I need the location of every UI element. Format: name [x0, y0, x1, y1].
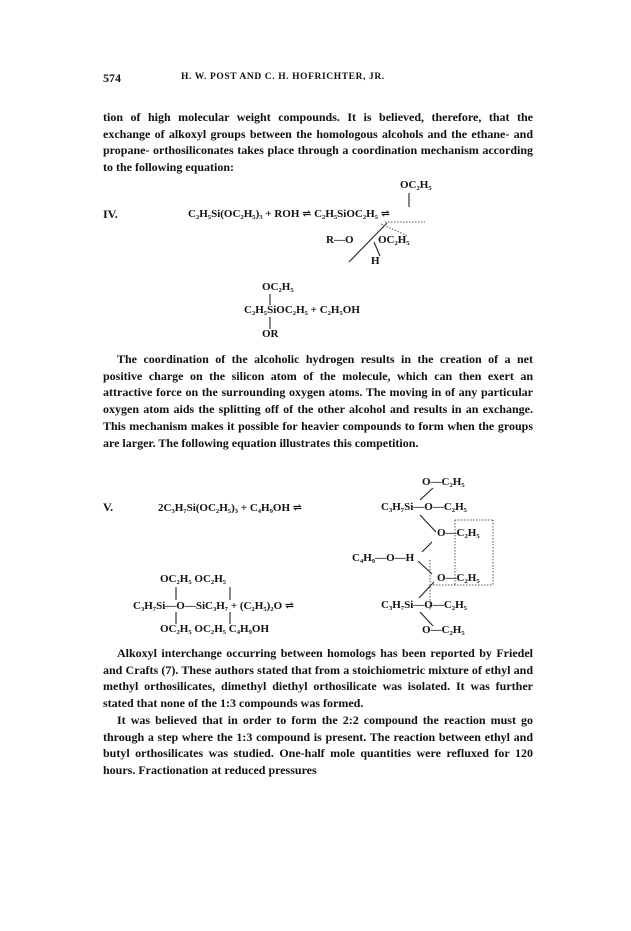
bond-line [422, 542, 432, 552]
paragraph-1: tion of high molecular weight compounds. It is believed, therefore, that the exchange of alkoxyl groups between the homologous alcohols and the ethane- and propane- orthosiliconates takes place through a coordination mechanism according to the following equation: [103, 110, 533, 175]
eq5-right-o3: O—C₂H₅ [437, 527, 480, 539]
eq4-r-o: R—O [326, 234, 354, 246]
equation-label: IV. [103, 207, 118, 221]
dotted-bond [381, 224, 408, 236]
page-number: 574 [103, 71, 121, 85]
eq4-main-line: C₂H₅Si(OC₂H₅)₃ + ROH ⇌ C₂H₅SiOC₂H₅ ⇌ [188, 208, 390, 220]
eq5-right-o4: O—C₂H₅ [437, 572, 480, 584]
eq4-product-top: OC₂H₅ [262, 281, 294, 293]
eq4-product-line: C₂H₅SiOC₂H₅ + C₂H₅OH [244, 304, 360, 316]
eq5-right-bottom: O—C₂H₅ [422, 624, 465, 636]
eq5-right-si: C₃H₇Si—O—C₂H₅ [381, 501, 467, 513]
bond-line [349, 223, 387, 262]
running-title: H. W. POST AND C. H. HOFRICHTER, JR. [181, 72, 385, 82]
eq4-top-group: OC₂H₅ [400, 179, 432, 191]
eq4-product-bottom: OR [262, 328, 279, 340]
eq5-left-line: C₃H₇Si—O—SiC₃H₇ + (C₂H₅)₂O ⇌ [133, 600, 295, 612]
paragraph-4: It was believed that in order to form the 2:2 compound the reaction must go through a step where the 1:3 compound is present. The reaction between ethyl and butyl orthosilicates was studied. One-half mole quantities were refluxed for 120 hours. Fractionation at reduced pressures [103, 713, 533, 778]
eq5-left-bottom: OC₂H₅ OC₂H₅ C₄H₉OH [160, 623, 270, 635]
paragraph-3: Alkoxyl interchange occurring between homologs has been reported by Friedel and Crafts (7). These authors stated that from a stoichiometric mixture of ethyl and methyl orthosilicates, dimethyl diethyl orthosilicate was isolated. It was further stated that none of the 1:3 compounds was formed. [103, 646, 533, 711]
bond-line [420, 515, 436, 532]
eq5-reactants: 2C₃H₇Si(OC₂H₅)₃ + C₄H₉OH ⇌ [158, 502, 302, 514]
eq5-right-top: O—C₂H₅ [422, 476, 465, 488]
bond-line [419, 582, 434, 598]
eq5-right-si2: C₃H₇Si—O—C₂H₅ [381, 599, 467, 611]
equation-label: V. [103, 500, 114, 514]
paragraph-2: The coordination of the alcoholic hydrogen results in the creation of a net positive charge on the silicon atom of the molecule, which can then exert an attractive force on the surrounding oxygen atoms. The moving in of any particular oxygen atom aids the splitting off of the other alcohol and results in an exchange. This mechanism makes it possible for heavier compounds to form when the groups are larger. The following equation illustrates this competition. [103, 352, 533, 450]
eq4-hydrogen: H [371, 255, 380, 267]
bond-line [420, 488, 433, 500]
eq4-right-group: OC₂H₅ [378, 234, 410, 246]
bond-line [420, 612, 433, 626]
bond-line [374, 242, 380, 256]
eq5-butanol: C₄H₉—O—H [352, 552, 415, 564]
eq5-left-top: OC₂H₅ OC₂H₅ [160, 573, 227, 585]
